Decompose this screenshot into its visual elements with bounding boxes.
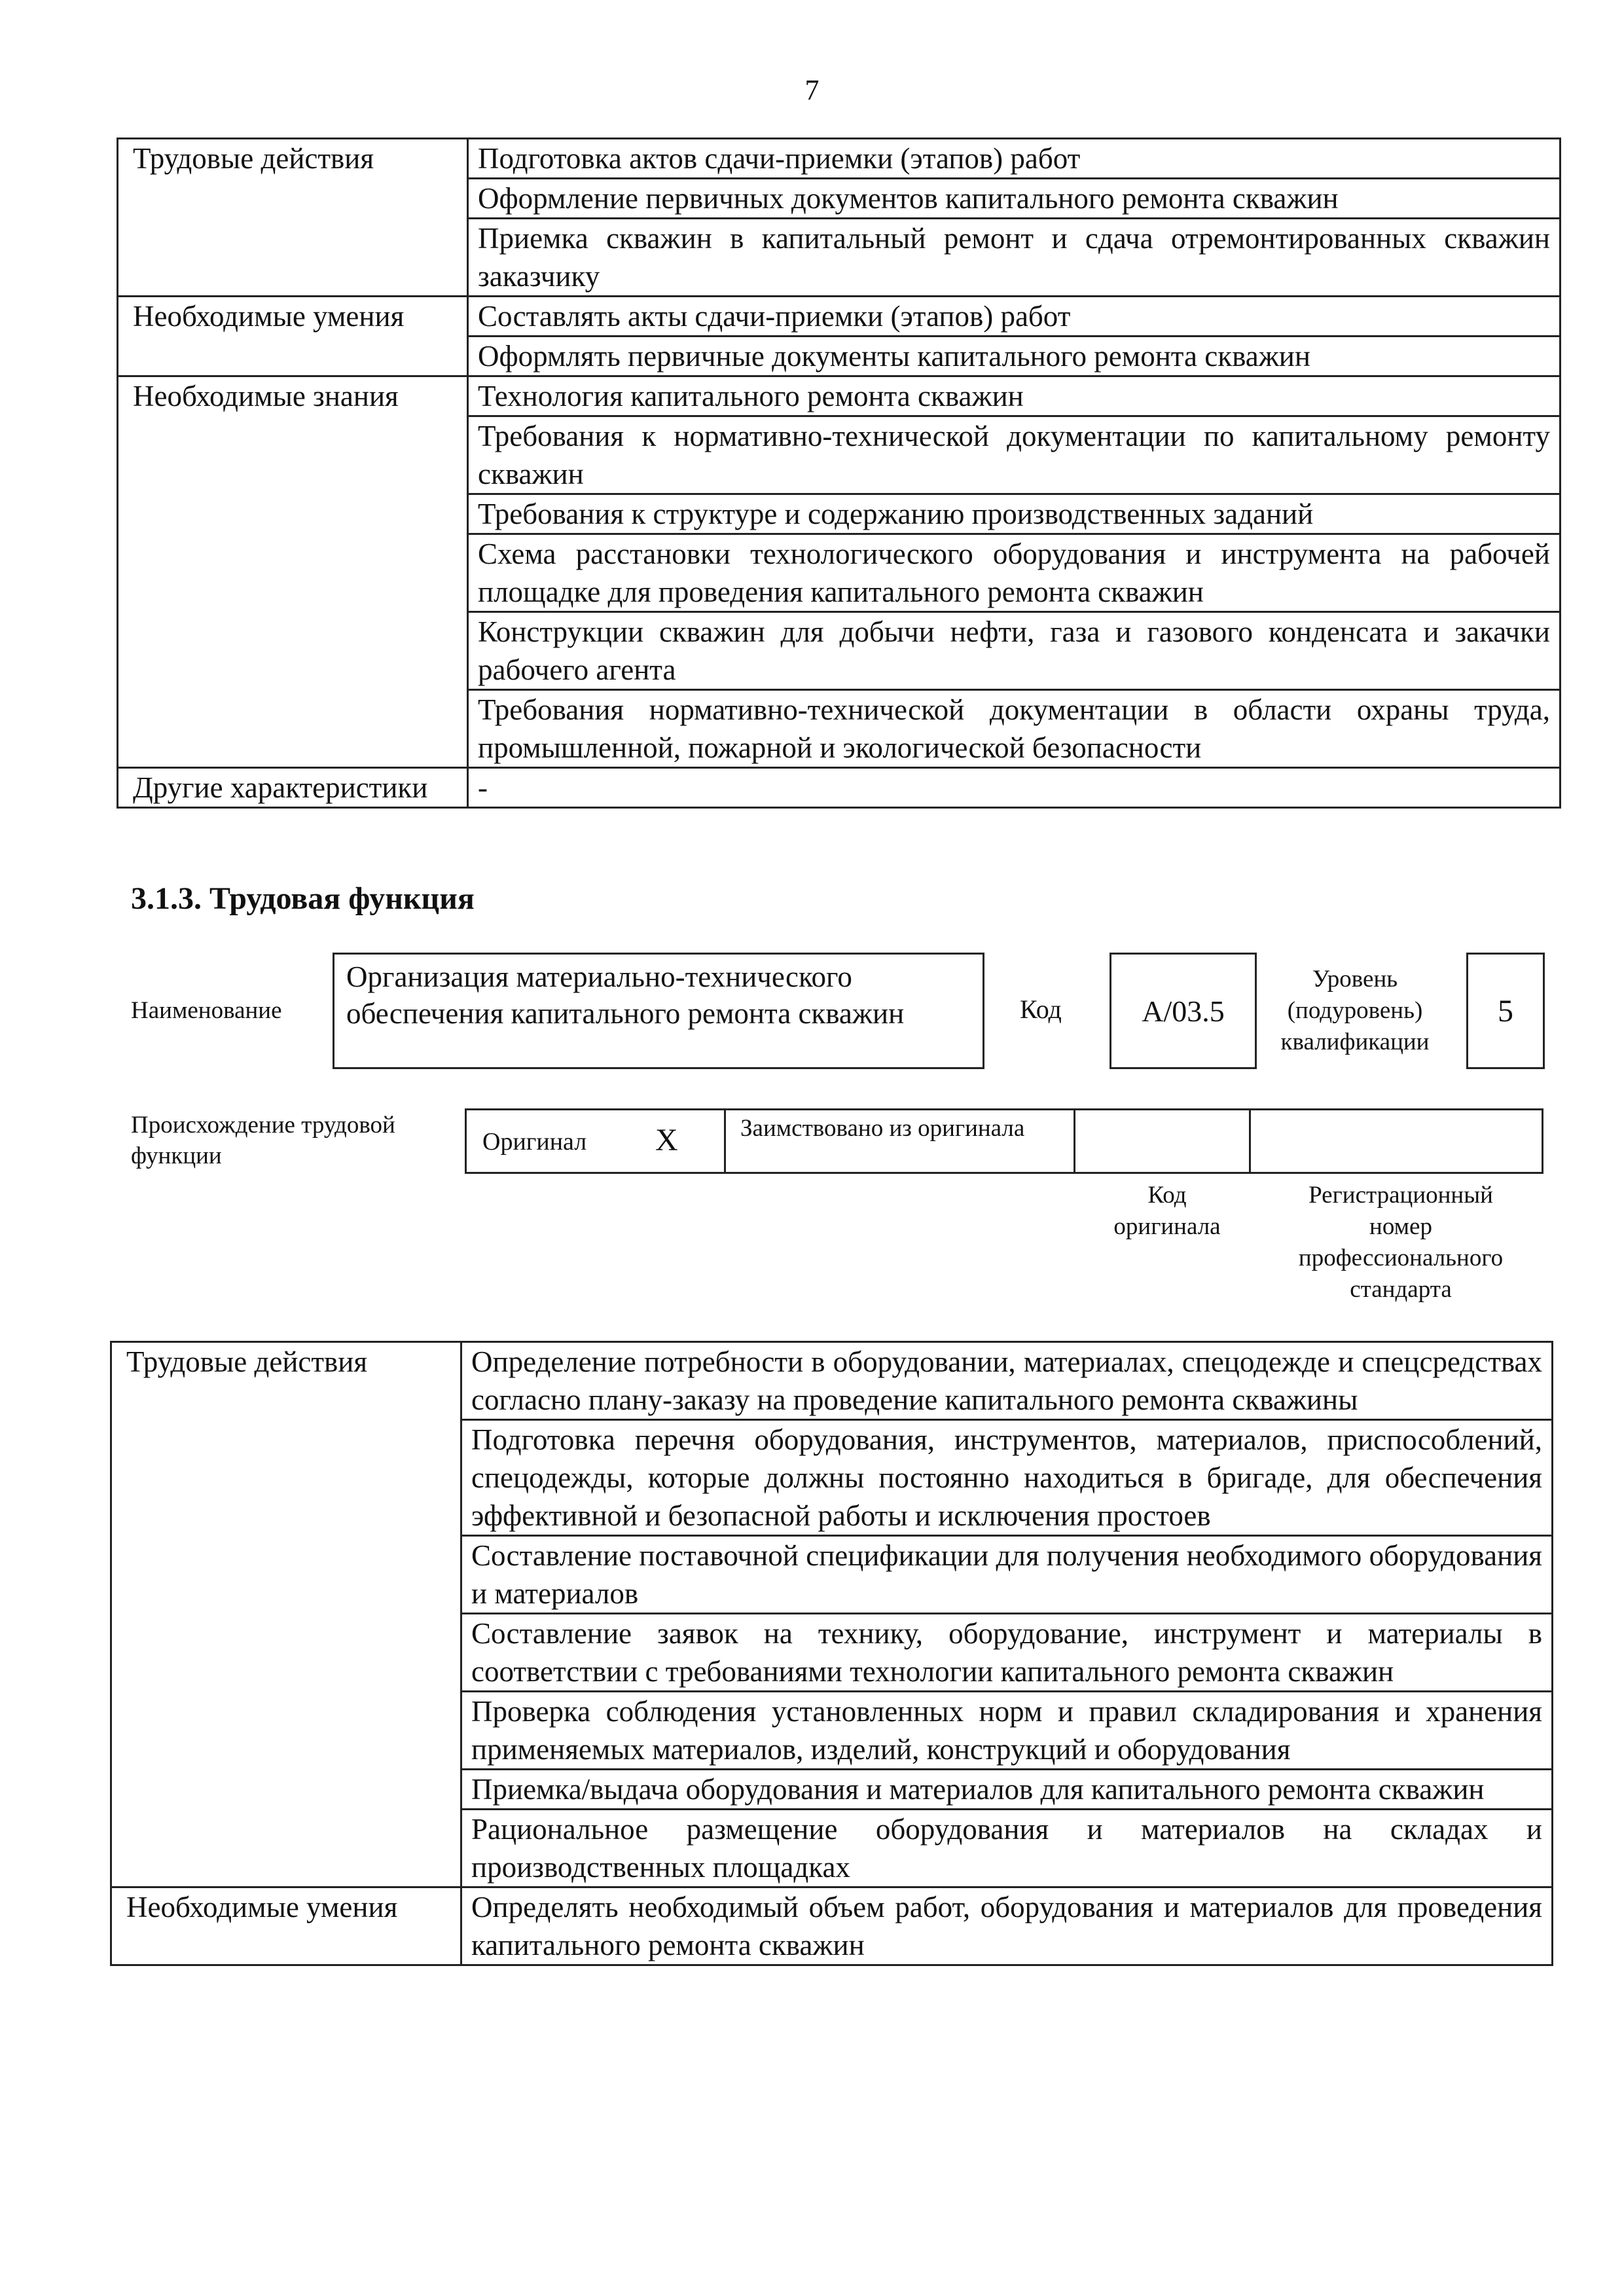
row-item: Приемка/выдача оборудования и материалов для капитального ремонта скважин xyxy=(461,1770,1553,1810)
level-label: Уровень (подуровень) квалификации xyxy=(1280,966,1430,1055)
code-box: А/03.5 xyxy=(1110,953,1257,1069)
name-label: Наименование xyxy=(131,997,282,1024)
row-item: - xyxy=(468,768,1561,808)
row-item: Определение потребности в оборудовании, материалах, спецодежде и спецсредствах согласно плану-заказу на проведение капитального ремонта скважины xyxy=(461,1342,1553,1420)
row-item: Подготовка перечня оборудования, инструментов, материалов, приспособлений, спецодежды, которые должны постоянно находиться в бригаде, для обеспечения эффективной и безопасной работы и исключения простоев xyxy=(461,1420,1553,1536)
row-label: Трудовые действия xyxy=(118,139,468,297)
level-box: 5 xyxy=(1466,953,1545,1069)
section-title: 3.1.3. Трудовая функция xyxy=(131,881,475,916)
row-item: Оформлять первичные документы капитального ремонта скважин xyxy=(468,337,1561,376)
origin-label: Происхождение трудовой функции xyxy=(131,1112,395,1169)
row-item: Технология капитального ремонта скважин xyxy=(468,376,1561,416)
table-row xyxy=(118,768,1561,808)
row-item: Схема расстановки технологического оборудования и инструмента на рабочей площадке для проведения капитального ремонта скважин xyxy=(468,534,1561,612)
origin-row xyxy=(465,1108,1543,1174)
table-row xyxy=(111,1887,1553,1965)
row-label: Другие характеристики xyxy=(118,768,468,808)
row-item: Требования к структуре и содержанию производственных заданий xyxy=(468,494,1561,534)
table-row xyxy=(118,297,1561,337)
code-label: Код xyxy=(1020,994,1062,1024)
code-original-label: Код оригинала xyxy=(1113,1182,1221,1240)
row-item: Проверка соблюдения установленных норм и правил складирования и хранения применяемых материалов, изделий, конструкций и оборудования xyxy=(461,1692,1553,1770)
original-code-cell xyxy=(1075,1110,1251,1172)
row-label: Трудовые действия xyxy=(111,1342,461,1887)
row-label: Необходимые умения xyxy=(111,1887,461,1965)
row-label: Необходимые знания xyxy=(118,376,468,768)
row-label: Необходимые умения xyxy=(118,297,468,376)
row-item: Требования к нормативно-технической документации по капитальному ремонту скважин xyxy=(468,416,1561,494)
row-item: Оформление первичных документов капитального ремонта скважин xyxy=(468,179,1561,219)
original-cell xyxy=(467,1110,726,1172)
requirements-table-1 xyxy=(117,137,1561,809)
reg-number-label: Регистрационный номер профессионального стандарта xyxy=(1298,1182,1504,1303)
table-row xyxy=(111,1342,1553,1420)
table-row xyxy=(118,139,1561,179)
original-label: Оригинал xyxy=(482,1128,587,1156)
row-item: Конструкции скважин для добычи нефти, газа и газового конденсата и закачки рабочего агента xyxy=(468,612,1561,690)
borrowed-cell: Заимствовано из оригинала xyxy=(726,1110,1075,1172)
row-item: Составление заявок на технику, оборудование, инструмент и материалы в соответствии с требованиями технологии капитального ремонта скважин xyxy=(461,1614,1553,1692)
registration-number-cell xyxy=(1251,1110,1542,1172)
row-item: Требования нормативно-технической документации в области охраны труда, промышленной, пожарной и экологической безопасности xyxy=(468,690,1561,768)
function-name-box: Организация материально-технического обеспечения капитального ремонта скважин xyxy=(333,953,984,1069)
requirements-table-2 xyxy=(110,1341,1553,1966)
row-item: Составлять акты сдачи-приемки (этапов) работ xyxy=(468,297,1561,337)
row-item: Рациональное размещение оборудования и материалов на складах и производственных площадках xyxy=(461,1810,1553,1887)
row-item: Подготовка актов сдачи-приемки (этапов) работ xyxy=(468,139,1561,179)
row-item: Приемка скважин в капитальный ремонт и сдача отремонтированных скважин заказчику xyxy=(468,219,1561,297)
row-item: Определять необходимый объем работ, оборудования и материалов для проведения капитального ремонта скважин xyxy=(461,1887,1553,1965)
row-item: Составление поставочной спецификации для получения необходимого оборудования и материалов xyxy=(461,1536,1553,1614)
original-mark: X xyxy=(655,1123,678,1157)
table-row xyxy=(118,376,1561,416)
page-number: 7 xyxy=(804,74,820,106)
